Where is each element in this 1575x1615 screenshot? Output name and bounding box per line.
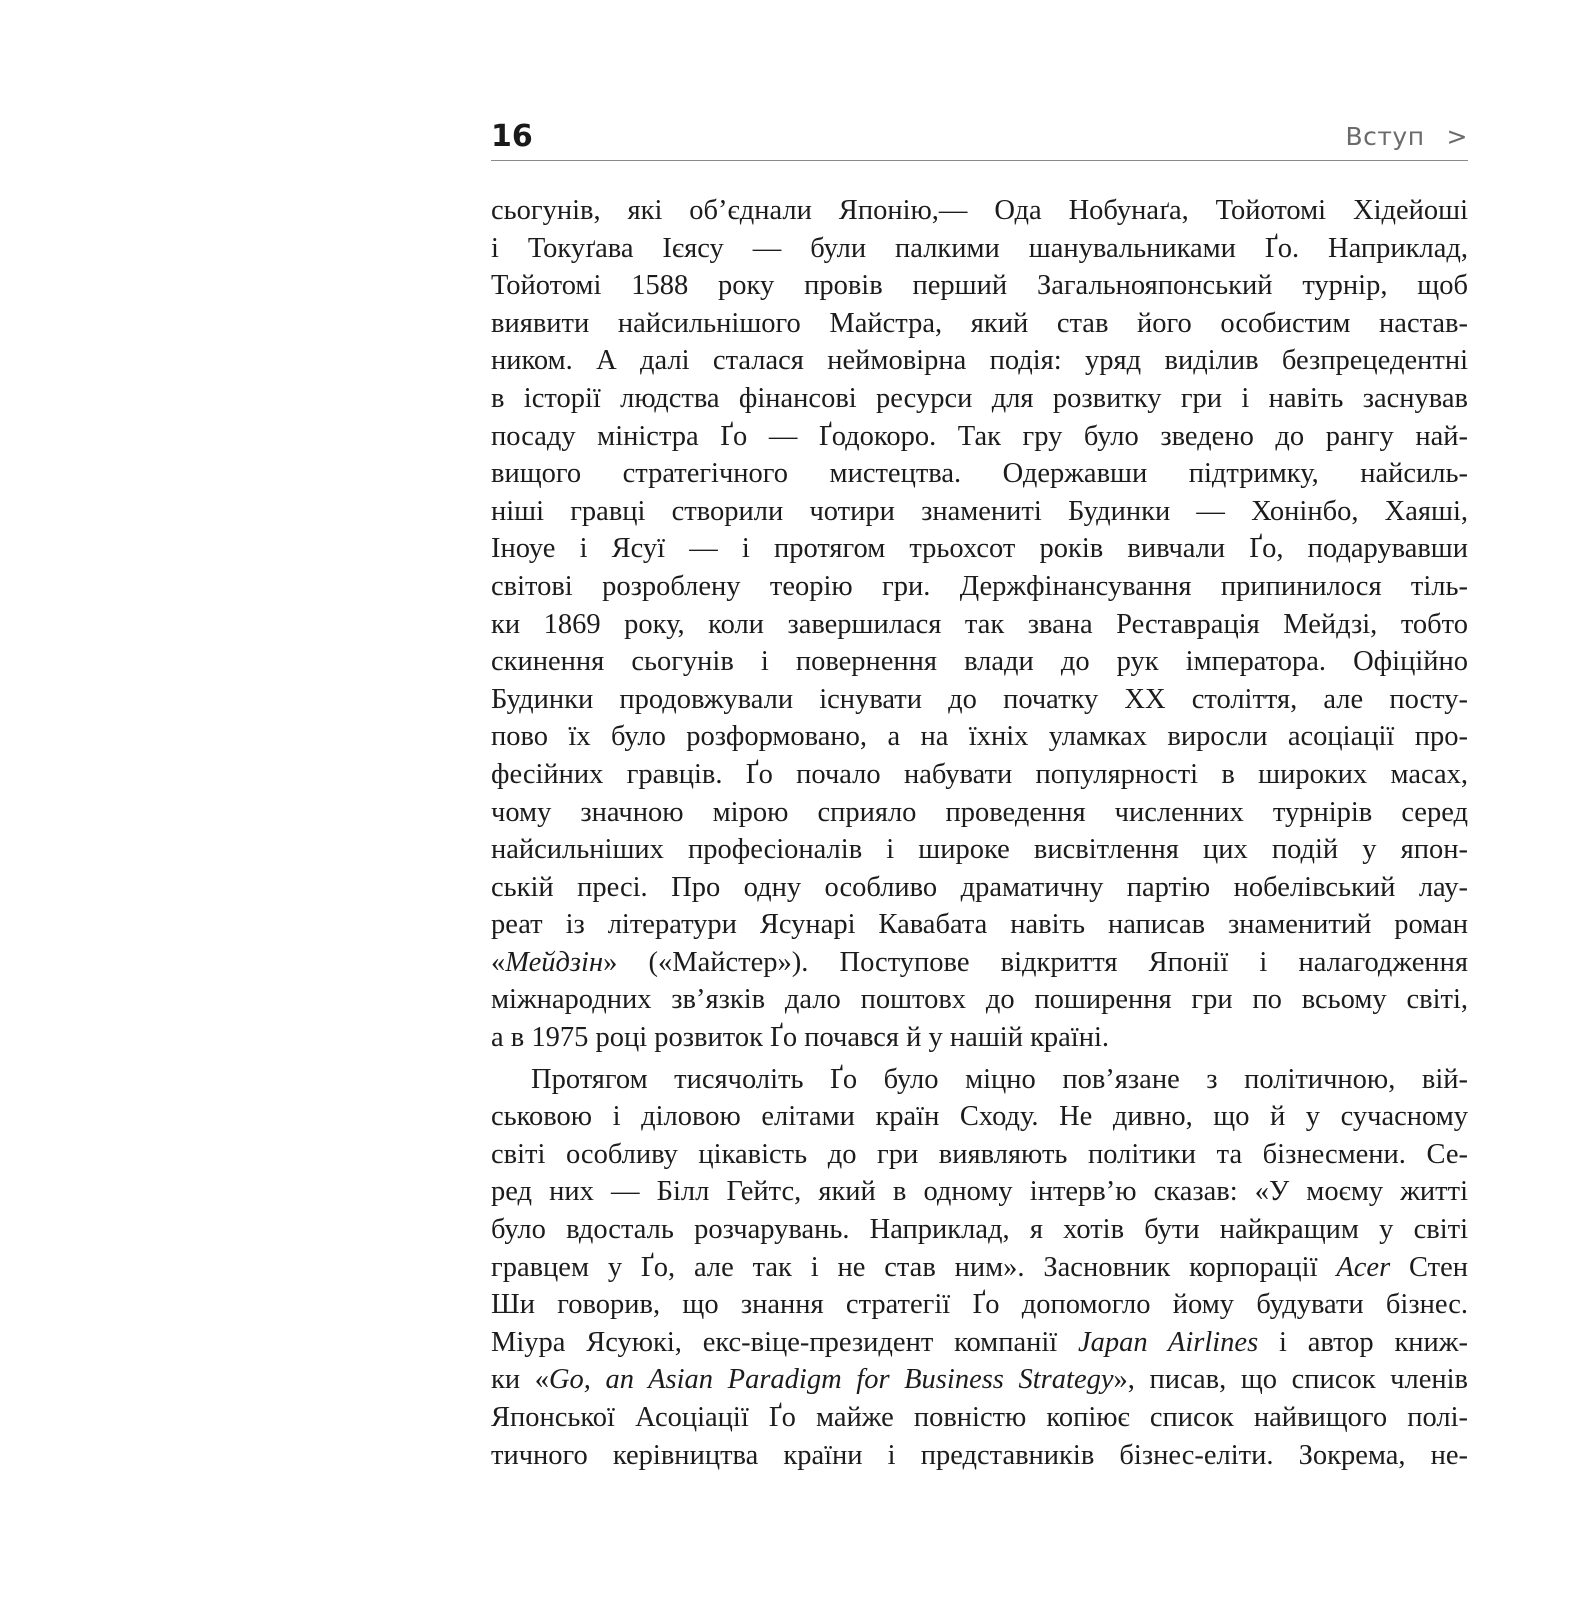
text-line: ніші гравці створили чотири знамениті Будинки — Хонінбо, Хаяші, — [491, 495, 1468, 527]
text-line: виявити найсильнішого Майстра, який став його особистим настав- — [491, 307, 1468, 339]
text-line: і Токуґава Ієясу — були палкими шанувальниками Ґо. Наприклад, — [491, 232, 1468, 264]
text-line: Ши говорив, що знання стратегії Ґо допомогло йому будувати бізнес. — [491, 1289, 1468, 1321]
text-fragment: і автор книж- — [1258, 1326, 1468, 1358]
text-line: сьогунів, які об’єднали Японію,— Ода Нобунаґа, Тойотомі Хідейоші — [491, 195, 1468, 226]
text-line — [491, 944, 1468, 982]
text-fragment: ки « — [491, 1364, 549, 1396]
text-fragment: Стен — [1390, 1251, 1469, 1283]
text-line: скинення сьогунів і повернення влади до рук імператора. Офіційно — [491, 646, 1468, 678]
text-line — [491, 1361, 1468, 1399]
paragraph-1 — [491, 192, 1468, 1057]
italic-name: Japan Airlines — [1078, 1326, 1259, 1358]
text-fragment: Міура Ясуюкі, екс-віце-президент компанії — [491, 1326, 1078, 1358]
text-line: ки 1869 року, коли завершилася так звана Реставрація Мейдзі, тобто — [491, 608, 1468, 640]
text-line: а в 1975 році розвиток Ґо почався й у нашій країні. — [491, 1022, 1110, 1054]
text-line: посаду міністра Ґо — Ґодокоро. Так гру було зведено до рангу най- — [491, 420, 1468, 452]
text-line: Будинки продовжували існувати до початку XX століття, але посту- — [491, 683, 1468, 715]
text-line: пово їх було розформовано, а на їхніх уламках виросли асоціації про- — [491, 721, 1468, 753]
text-line: фесійних гравців. Ґо почало набувати популярності в широких масах, — [491, 758, 1468, 790]
text-line: Протягом тисячоліть Ґо було міцно пов’язане з політичною, вій- — [531, 1063, 1468, 1095]
text-line: в історії людства фінансові ресурси для розвитку гри і навіть заснував — [491, 382, 1468, 414]
paragraph-2 — [491, 1061, 1468, 1475]
section-title-text: Вступ — [1345, 122, 1425, 151]
italic-name: Acer — [1336, 1251, 1391, 1283]
text-line: ськовою і діловою елітами країн Сходу. Не дивно, що й у сучасному — [491, 1101, 1468, 1133]
text-line: світові розроблену теорію гри. Держфінансування припинилося тіль- — [491, 570, 1468, 602]
text-line: чому значною мірою сприяло проведення численних турнірів серед — [491, 796, 1468, 828]
text-line: ській пресі. Про одну особливо драматичну партію нобелівський лау- — [491, 871, 1468, 903]
text-line: міжнародних зв’язків дало поштовх до поширення гри по всьому світі, — [491, 984, 1468, 1016]
text-line: реат із літератури Ясунарі Кавабата навіть написав знаменитий роман — [491, 909, 1468, 941]
text-line: світі особливу цікавість до гри виявляють політики та бізнесмени. Се- — [491, 1138, 1468, 1170]
text-line — [491, 1324, 1468, 1362]
text-line: ником. А далі сталася неймовірна подія: уряд виділив безпрецедентні — [491, 345, 1468, 377]
text-line — [491, 1249, 1468, 1287]
body-text — [491, 192, 1468, 1474]
text-line: найсильніших професіоналів і широке висвітлення цих подій у япон- — [491, 834, 1468, 866]
text-line: тичного керівництва країни і представників бізнес-еліти. Зокрема, не- — [491, 1439, 1468, 1471]
text-line: ред них — Білл Гейтс, який в одному інтерв’ю сказав: «У моєму житті — [491, 1176, 1468, 1208]
text-line: Тойотомі 1588 року провів перший Загальнояпонський турнір, щоб — [491, 270, 1468, 302]
italic-book-title: Go, an Asian Paradigm for Business Strategy — [548, 1364, 1114, 1396]
running-header — [491, 112, 1468, 161]
text-fragment: « — [491, 946, 506, 978]
text-line: вищого стратегічного мистецтва. Одержавши підтримку, найсиль- — [491, 458, 1468, 490]
section-title — [1345, 122, 1468, 152]
chevron-right-icon: > — [1446, 122, 1468, 151]
text-fragment: » («Майстер»). Поступове відкриття Японії і налагодження — [603, 946, 1468, 978]
text-line: Іноуе і Ясуї — і протягом трьохсот років вивчали Ґо, подарувавши — [491, 533, 1468, 565]
text-line: Японської Асоціації Ґо майже повністю копіює список найвищого полі- — [491, 1402, 1468, 1433]
text-line: було вдосталь розчарувань. Наприклад, я хотів бути найкращим у світі — [491, 1214, 1468, 1246]
text-fragment: гравцем у Ґо, але так і не став ним». Засновник корпорації — [491, 1251, 1337, 1283]
italic-title: Мейдзін — [505, 946, 604, 978]
page-number: 16 — [491, 119, 533, 154]
text-fragment: », писав, що список членів — [1113, 1364, 1468, 1396]
